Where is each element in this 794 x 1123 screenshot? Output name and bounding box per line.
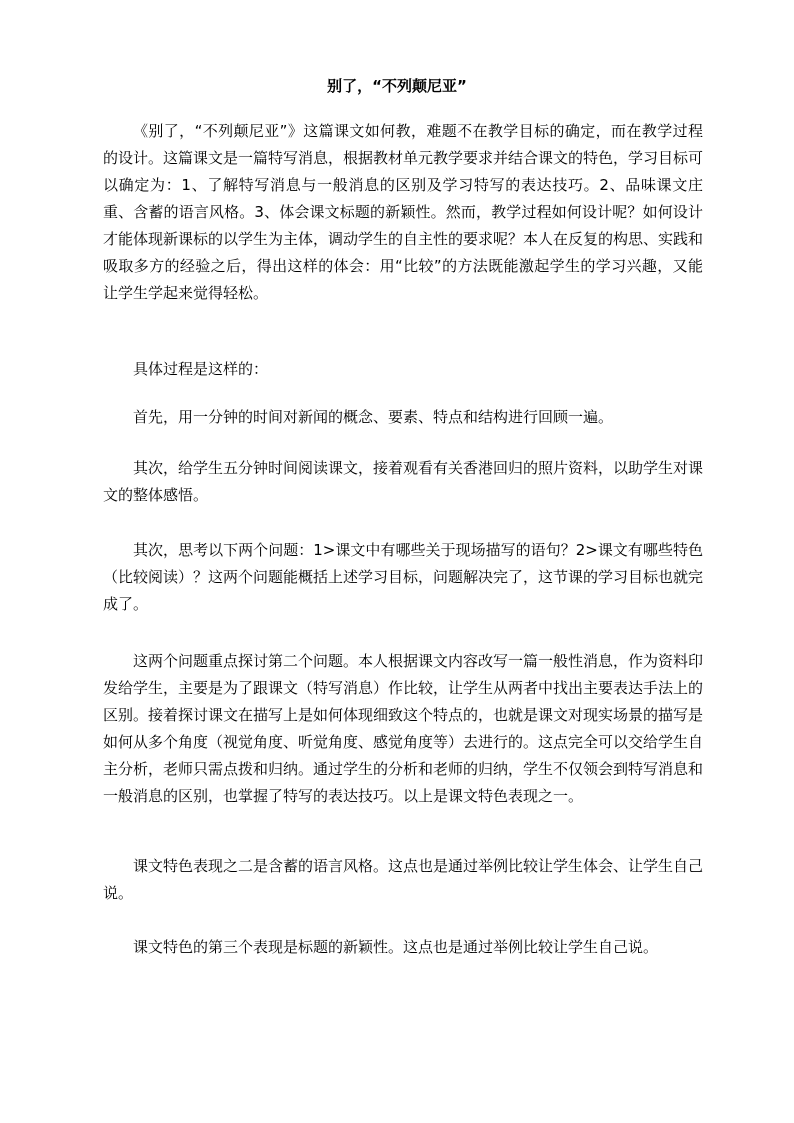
paragraph-feature-one: 这两个问题重点探讨第二个问题。本人根据课文内容改写一篇一般性消息，作为资料印发给学生，主要是为了跟课文（特写消息）作比较，让学生从两者中找出主要表达手法上的区别。接着探讨课文在描写上是如何体现细致这个特点的，也就是课文对现实场景的描写是如何从多个角度（视觉角度、听觉角度、感觉角度等）去进行的。这点完全可以交给学生自主分析，老师只需点拨和归纳。通过学生的分析和老师的归纳，学生不仅领会到特写消息和一般消息的区别，也掌握了特写的表达技巧。以上是课文特色表现之一。 (103, 652, 704, 805)
paragraph-process-heading: 具体过程是这样的： (133, 360, 269, 378)
document-title: 别了，“不列颠尼亚” (327, 77, 467, 95)
paragraph-step-second: 其次，给学生五分钟时间阅读课文，接着观看有关香港回归的照片资料，以助学生对课文的整体感悟。 (103, 459, 704, 504)
paragraph-feature-three: 课文特色的第三个表现是标题的新颖性。这点也是通过举例比较让学生自己说。 (133, 938, 659, 956)
paragraph-intro: 《别了，“不列颠尼亚”》这篇课文如何教，难题不在教学目标的确定，而在教学过程的设计。这篇课文是一篇特写消息，根据教材单元教学要求并结合课文的特色，学习目标可以确定为：1、了解特写消息与一般消息的区别及学习特写的表达技巧。2、品味课文庄重、含蓄的语言风格。3、体会课文标题的新颖性。然而，教学过程如何设计呢？如何设计才能体现新课标的以学生为主体，调动学生的自主性的要求呢？本人在反复的构思、实践和吸取多方的经验之后，得出这样的体会：用“比较”的方法既能激起学生的学习兴趣，又能让学生学起来觉得轻松。 (103, 122, 704, 302)
paragraph-step-questions: 其次，思考以下两个问题：1>课文中有哪些关于现场描写的语句？2>课文有哪些特色（比较阅读）？这两个问题能概括上述学习目标，问题解决完了，这节课的学习目标也就完成了。 (103, 541, 704, 613)
paragraph-step-first: 首先，用一分钟的时间对新闻的概念、要素、特点和结构进行回顾一遍。 (133, 408, 614, 426)
paragraph-feature-two: 课文特色表现之二是含蓄的语言风格。这点也是通过举例比较让学生体会、让学生自己说。 (103, 857, 704, 902)
